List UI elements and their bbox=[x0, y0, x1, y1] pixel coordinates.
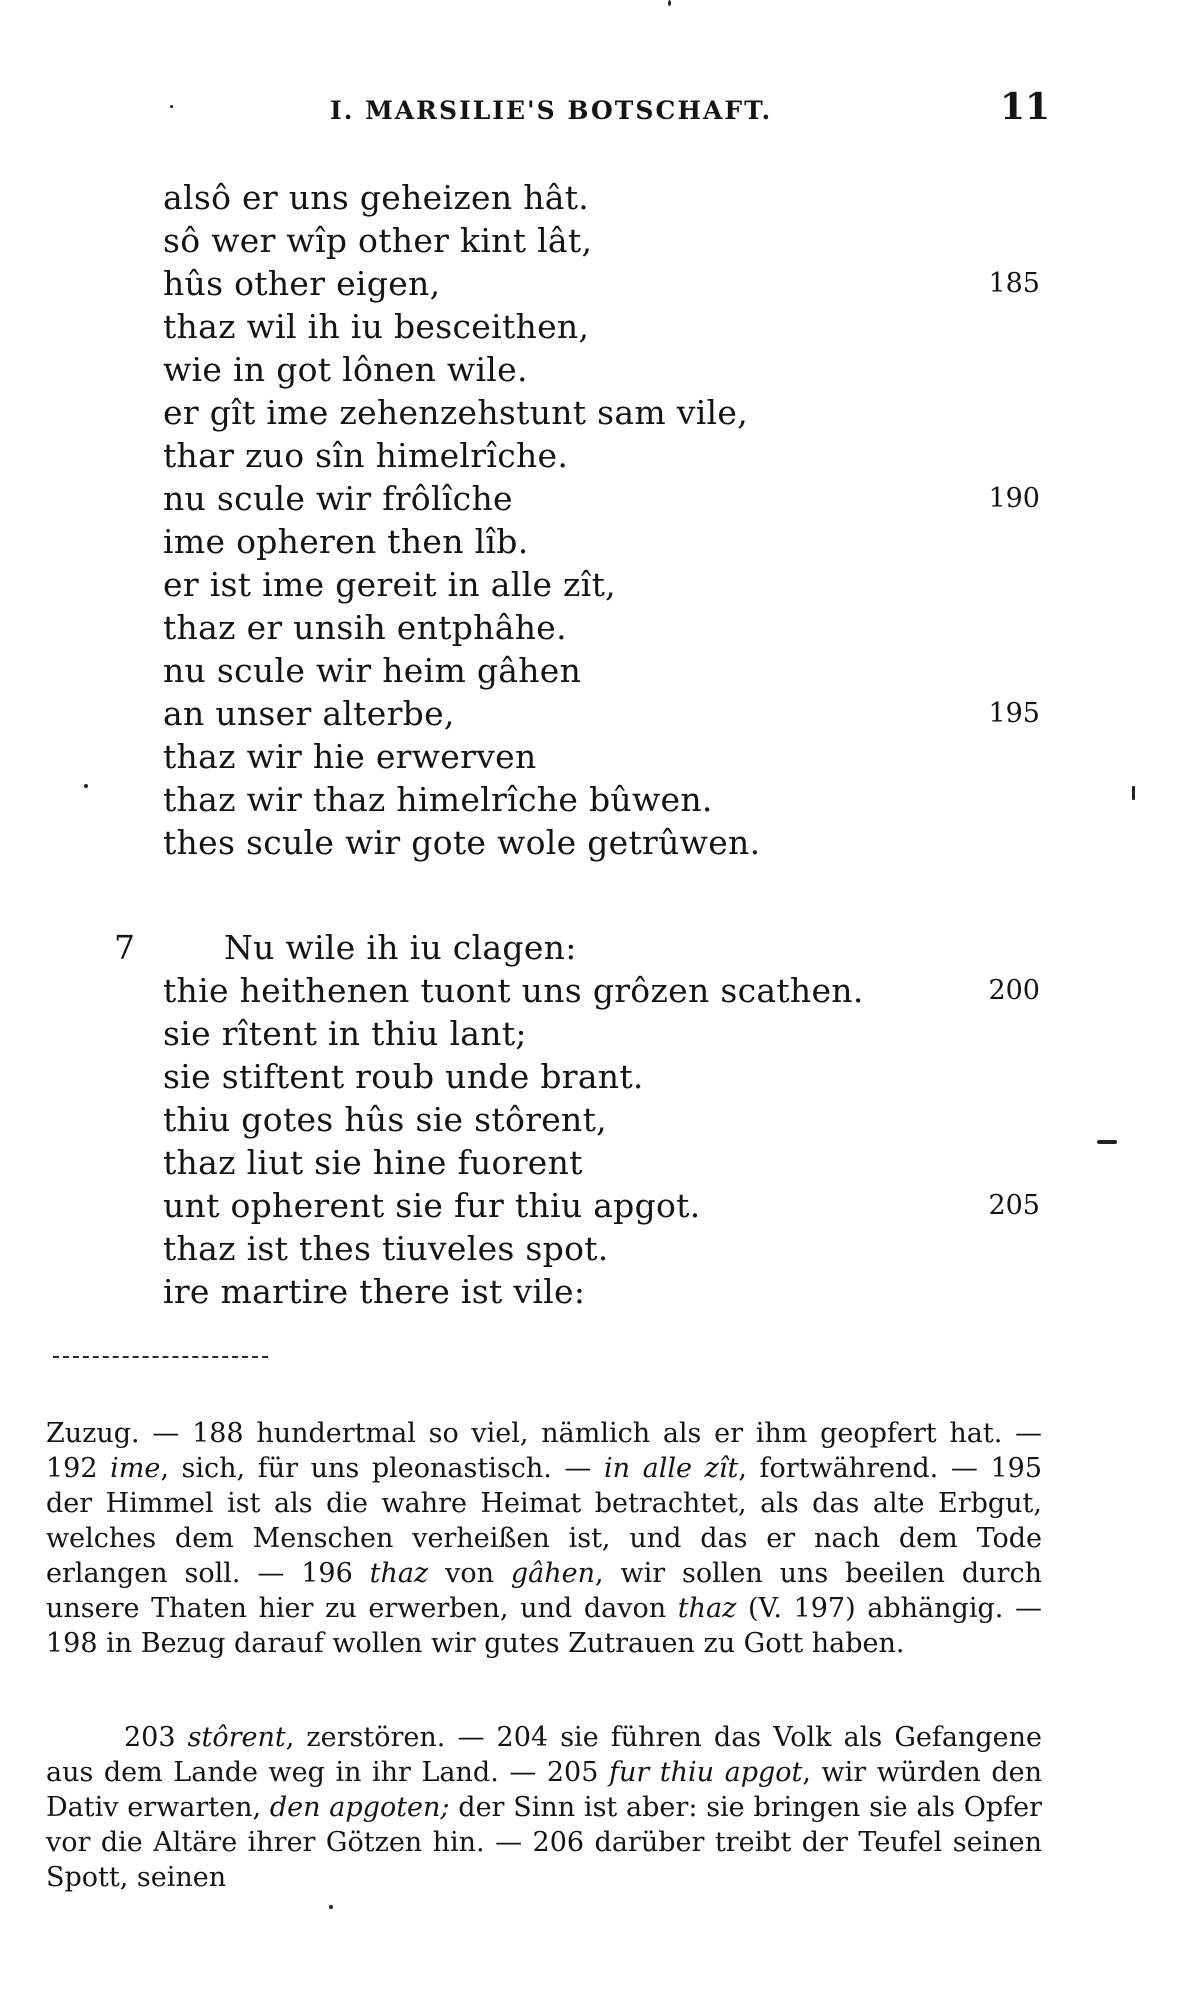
footnote-text: Zuzug. — 188 hundertmal so viel, nämlich als er ihm geopfert hat. — 192 bbox=[46, 1418, 1042, 1484]
footnote-text: , fortwährend. — 195 der Himmel ist als die wahre Heimat betrachtet, als das alte Erbgut, welches dem Menschen verheißen ist, und das er nach dem Tode erlangen soll. — 196 bbox=[46, 1453, 1042, 1589]
verse-line: wie in got lônen wile. bbox=[163, 350, 528, 389]
verse-line: sô wer wîp other kint lât, bbox=[163, 221, 593, 260]
footnote-text: , zerstören. — 204 sie führen das Volk als Gefangene aus dem Lande weg in ihr Land. — 205 bbox=[46, 1722, 1042, 1788]
verse-line: er ist ime gereit in alle zît, bbox=[163, 565, 616, 604]
verse-line: thaz wir hie erwerven bbox=[163, 737, 537, 776]
verse-line: thaz ist thes tiuveles spot. bbox=[163, 1229, 609, 1268]
verse-line: thar zuo sîn himelrîche. bbox=[163, 436, 569, 475]
print-speck bbox=[1132, 786, 1135, 800]
line-number: 185 bbox=[988, 268, 1040, 299]
line-number: 190 bbox=[988, 483, 1040, 514]
stanza-number: 7 bbox=[114, 928, 135, 967]
footnote-lemma: thaz bbox=[369, 1558, 429, 1589]
footnote-lemma: stôrent bbox=[187, 1722, 286, 1753]
verse-line: nu scule wir frôlîche bbox=[163, 479, 513, 518]
verse-line: ire martire there ist vile: bbox=[163, 1272, 586, 1311]
footnotes-paragraph-1 bbox=[46, 1416, 1042, 1661]
print-speck bbox=[1097, 1140, 1117, 1144]
verse-line: thaz wir thaz himelrîche bûwen. bbox=[163, 780, 713, 819]
verse-line: thaz er unsih entphâhe. bbox=[163, 608, 567, 647]
verse-line: er gît ime zehenzehstunt sam vile, bbox=[163, 393, 749, 432]
footnote-lemma: gâhen bbox=[510, 1558, 596, 1589]
line-number: 200 bbox=[988, 975, 1040, 1006]
footnote-lemma: den apgoten; bbox=[269, 1792, 450, 1823]
verse-line: ime opheren then lîb. bbox=[163, 522, 529, 561]
verse-line: thiu gotes hûs sie stôrent, bbox=[163, 1100, 607, 1139]
print-speck bbox=[84, 784, 88, 788]
print-speck bbox=[329, 1905, 333, 1909]
verse-line: unt opherent sie fur thiu apgot. bbox=[163, 1186, 701, 1225]
line-number: 205 bbox=[988, 1190, 1040, 1221]
footnote-text: der Sinn ist aber: sie bringen sie als Opfer vor die Altäre ihrer Götzen hin. — 206 darüber treibt der Teufel seinen Spott, seinen bbox=[46, 1792, 1043, 1893]
footnote-lemma: ime bbox=[110, 1453, 161, 1484]
footnote-lemma: thaz bbox=[677, 1593, 737, 1624]
verse-line: alsô er uns geheizen hât. bbox=[163, 178, 590, 217]
print-speck bbox=[668, 0, 671, 6]
footnote-text: , wir sollen uns beeilen durch unsere Thaten hier zu erwerben, und davon bbox=[46, 1558, 1042, 1624]
verse-line: thes scule wir gote wole getrûwen. bbox=[163, 823, 761, 862]
footnotes-paragraph-2 bbox=[46, 1720, 1042, 1895]
footnote-text: (V. 197) abhängig. — 198 in Bezug darauf wollen wir gutes Zutrauen zu Gott haben. bbox=[46, 1593, 1042, 1659]
page-number: 11 bbox=[1000, 86, 1051, 128]
verse-line: thaz liut sie hine fuorent bbox=[163, 1143, 583, 1182]
footnote-text: von bbox=[428, 1558, 511, 1589]
running-head: I. MARSILIE'S BOTSCHAFT. bbox=[330, 96, 773, 125]
verse-line: sie stiftent roub unde brant. bbox=[163, 1057, 644, 1096]
footnote-lemma: fur thiu apgot bbox=[608, 1757, 803, 1788]
footnote-text: , sich, für uns pleonastisch. — bbox=[160, 1453, 605, 1484]
verse-line: hûs other eigen, bbox=[163, 264, 441, 303]
footnote-text: , wir würden den Dativ erwarten, bbox=[46, 1757, 1042, 1823]
footnote-lemma: in alle zît bbox=[604, 1453, 739, 1484]
print-speck bbox=[170, 105, 173, 108]
verse-line: an unser alterbe, bbox=[163, 694, 455, 733]
line-number: 195 bbox=[988, 698, 1040, 729]
verse-line: nu scule wir heim gâhen bbox=[163, 651, 582, 690]
footnote-separator bbox=[53, 1356, 268, 1358]
verse-line: thie heithenen tuont uns grôzen scathen. bbox=[163, 971, 864, 1010]
verse-line: sie rîtent in thiu lant; bbox=[163, 1014, 527, 1053]
footnote-text: 203 bbox=[124, 1722, 188, 1753]
verse-line: Nu wile ih iu clagen: bbox=[224, 928, 577, 967]
verse-line: thaz wil ih iu besceithen, bbox=[163, 307, 590, 346]
